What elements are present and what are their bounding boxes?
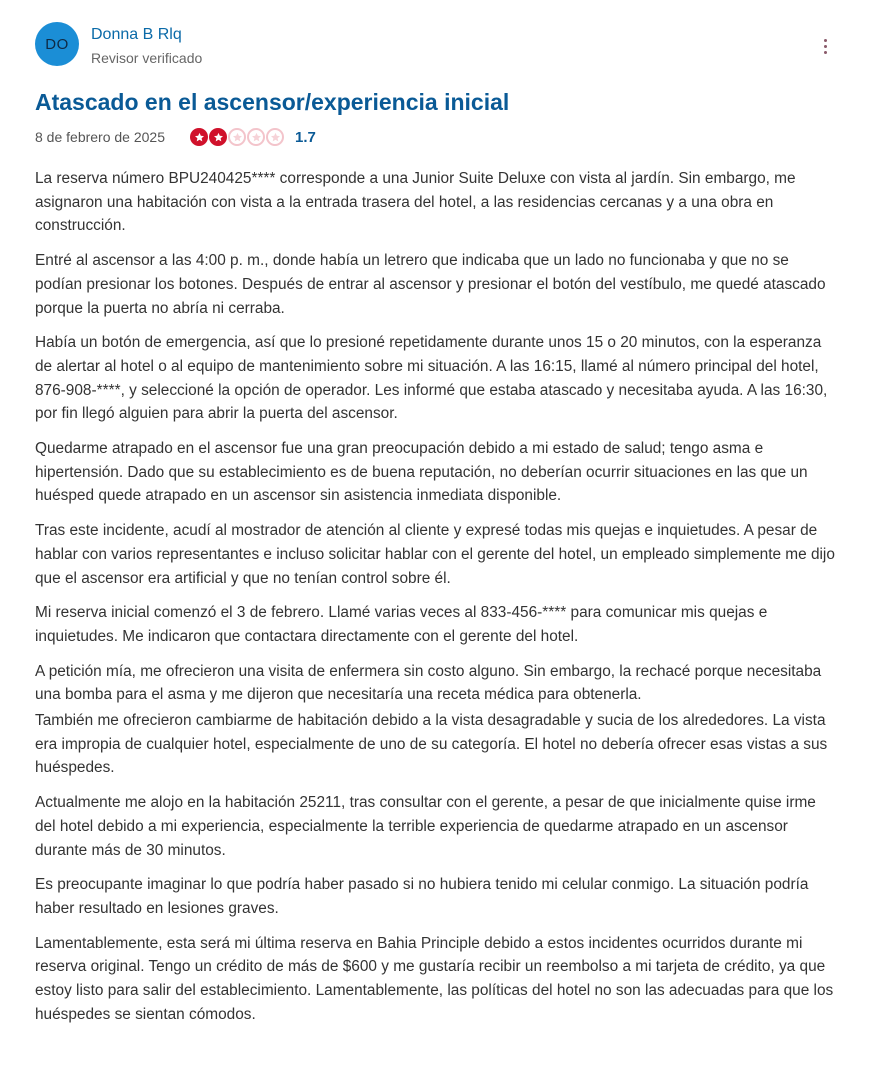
review-paragraph: La reserva número BPU240425**** corresponde a una Junior Suite Deluxe con vista al jardín. Sin embargo, me asignaron una habitación con vista a la entrada trasera del hotel, a las residencias cercanas y a una obra en construcción. bbox=[35, 170, 796, 235]
more-options-dot bbox=[824, 39, 827, 42]
review-meta bbox=[35, 126, 835, 148]
review-paragraph: Es preocupante imaginar lo que podría haber pasado si no hubiera tenido mi celular conmigo. La situación podría haber resultado en lesiones graves. bbox=[35, 876, 809, 917]
review-title: Atascado en el ascensor/experiencia inicial bbox=[35, 89, 510, 115]
reviewer-name-link[interactable]: Donna B Rlq bbox=[91, 26, 182, 43]
review-card bbox=[35, 22, 835, 1038]
avatar[interactable]: DO bbox=[35, 22, 79, 66]
review-paragraph: Actualmente me alojo en la habitación 25211, tras consultar con el gerente, a pesar de que inicialmente quise irme del hotel debido a mi experiencia, especialmente la terrible experiencia de quedarme atrapado en un ascensor durante más de 30 minutos. bbox=[35, 794, 816, 859]
star-empty-icon bbox=[228, 128, 246, 146]
more-options-dot bbox=[824, 51, 827, 54]
review-paragraph: Tras este incidente, acudí al mostrador de atención al cliente y expresé todas mis quejas e inquietudes. A pesar de hablar con varios representantes e incluso solicitar hablar con el gerente del hotel, un empleado simplemente me dijo que el ascensor era artificial y que no tenían control sobre él. bbox=[35, 522, 835, 587]
review-body bbox=[35, 167, 835, 1027]
more-options-dot bbox=[824, 45, 827, 48]
review-paragraph: Mi reserva inicial comenzó el 3 de febrero. Llamé varias veces al 833-456-**** para comunicar mis quejas e inquietudes. Me indicaron que contactara directamente con el gerente del hotel. bbox=[35, 604, 768, 645]
star-filled-icon bbox=[190, 128, 208, 146]
review-paragraph: Lamentablemente, esta será mi última reserva en Bahia Principle debido a estos incidentes ocurridos durante mi reserva original. Tengo un crédito de más de $600 y me gustaría recibir un reembolso a mi tarjeta de crédito, ya que estoy listo para salir del establecimiento. Lamentablemente, las políticas del hotel no son las adecuadas para que los huéspedes se sientan cómodos. bbox=[35, 934, 834, 1023]
review-paragraph: Había un botón de emergencia, así que lo presioné repetidamente durante unos 15 o 20 minutos, con la esperanza de alertar al hotel o al equipo de mantenimiento sobre mi situación. A las 16:15, llamé al número principal del hotel, 876-908-****, y seleccioné la opción de operador. Les informé que estaba atascado y necesitaba ayuda. A las 16:30, por fin llegó alguien para abrir la puerta del ascensor. bbox=[35, 334, 828, 423]
review-paragraph: A petición mía, me ofrecieron una visita de enfermera sin costo alguno. Sin embargo, la rechacé porque necesitaba una bomba para el asma y me dijeron que necesitaría una receta médica para obtenerla. bbox=[35, 662, 822, 704]
star-filled-icon bbox=[209, 128, 227, 146]
star-empty-icon bbox=[266, 128, 284, 146]
reviewer-info bbox=[91, 22, 202, 67]
review-paragraph: También me ofrecieron cambiarme de habitación debido a la vista desagradable y sucia de los alrededores. La vista era impropia de cualquier hotel, especialmente de uno de su categoría. El hotel no debería ofrecer esas vistas a sus huéspedes. bbox=[35, 712, 828, 777]
star-empty-icon bbox=[247, 128, 265, 146]
review-paragraph: Entré al ascensor a las 4:00 p. m., donde había un letrero que indicaba que un lado no funcionaba y que no se podían presionar los botones. Después de entrar al ascensor y presionar el botón del vestíbulo, me quedé atascado porque la puerta no abría ni cerraba. bbox=[35, 252, 826, 317]
verified-reviewer-badge: Revisor verificado bbox=[91, 50, 203, 66]
star-rating bbox=[190, 128, 284, 146]
more-options-icon[interactable] bbox=[819, 36, 831, 56]
rating-value: 1.7 bbox=[295, 128, 316, 146]
review-header bbox=[35, 22, 835, 70]
review-date: 8 de febrero de 2025 bbox=[35, 129, 165, 145]
review-paragraph: Quedarme atrapado en el ascensor fue una gran preocupación debido a mi estado de salud; tengo asma e hipertensión. Dado que su establecimiento es de buena reputación, no deberían ocurrir situaciones en las que un huésped quede atrapado en un ascensor sin asistencia inmediata disponible. bbox=[35, 440, 808, 505]
